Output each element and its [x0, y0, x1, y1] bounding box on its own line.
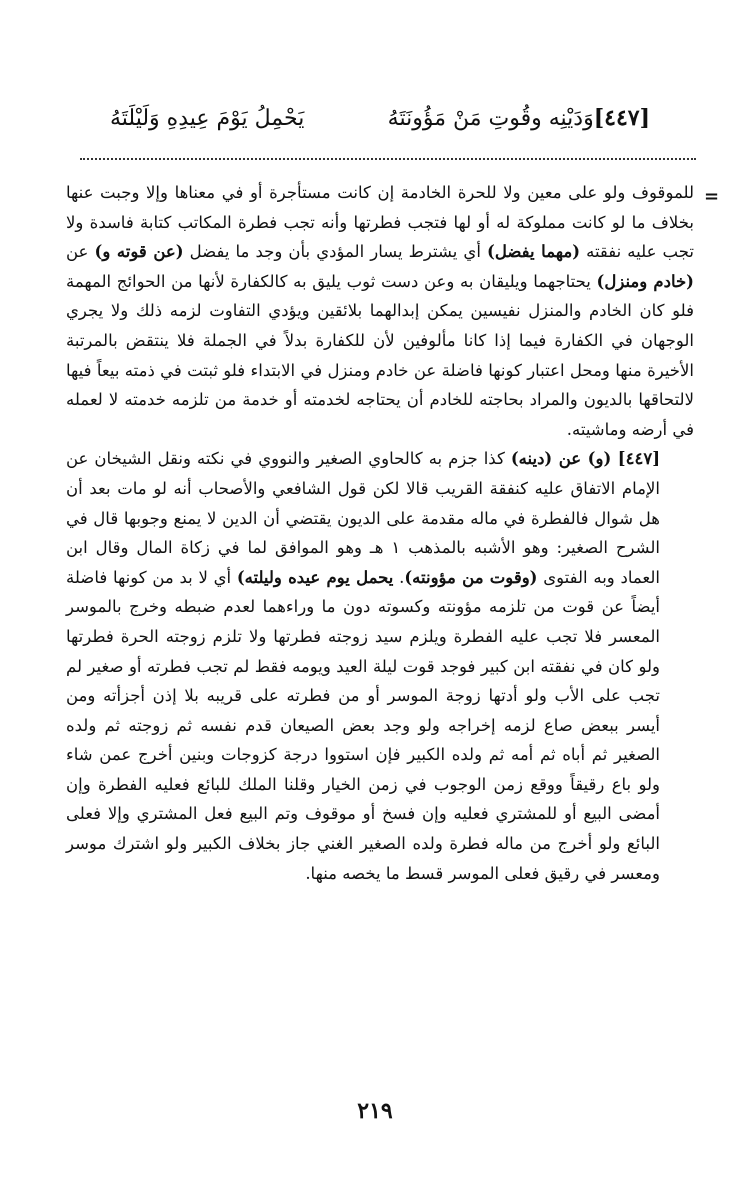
text-segment: يحتاجهما ويليقان به وعن دست ثوب يليق به كالكفارة لأنها من الحوائج المهمة فلو كان الخادم والمنزل نفيسين يمكن إبدالهما بلائقين ويؤدي التفاوت لزمه ذلك ولا يجري الوجهان في الكفارة فيما إذا كانا مألوفين لأن للكفارة بدلاً في الجملة فلا ينتقض بالمرتبة الأخيرة منها ومحل اعتبار كونها فاضلة عن خادم ومنزل في الابتداء فلو ثبتت في ذمته بيعاً فيها لالتحاقها بالديون والمراد بحاجته للخادم أن يحتاجه لخدمته أو خدمة من تلزمه خدمته لا لعمله في أرضه وماشيته. [66, 271, 694, 439]
text-segment: أي يشترط يسار المؤدي بأن وجد ما يفضل [183, 242, 488, 262]
verse-header [110, 96, 650, 140]
text-segment: . [393, 567, 405, 587]
text-segment-bold: [٤٤٧] (و) عن (دينه) [510, 449, 660, 469]
dotted-separator [80, 158, 696, 160]
verse-hemistich-right: وَدَيْنِه وقُوتِ مَنْ مَؤُونَتَهُ [387, 105, 594, 131]
text-segment-bold: يحمل يوم عيده وليلته) [236, 567, 394, 587]
verse-hemistich-left: يَحْمِلُ يَوْمَ عِيدِهِ وَلَيْلَتَهُ [110, 105, 305, 131]
text-segment: للموقوف ولو على معين ولا للحرة الخادمة إن كانت مستأجرة أو في معناها وإلا وجبت عنها بخلاف ما لو كانت مملوكة له أو لها فتجب فطرتها وأنه تجب فطرة المكاتب كتابة فاسدة ولا تجب عليه نفقته [66, 183, 694, 262]
verse-number: [٤٤٧] [593, 105, 650, 131]
text-segment: عن [66, 242, 95, 262]
commentary-text [66, 178, 694, 888]
text-segment-bold: (مهما يفضل) [487, 242, 580, 262]
text-segment: أي لا بد من كونها فاضلة أيضاً عن قوت من تلزمه مؤونته وكسوته دون ما وراءهما لعدم ضبطه وخرج بالموسر المعسر فلا تجب عليه الفطرة ويلزم سيد زوجته فطرتها ولا تلزم زوجته الحرة فطرتها ولو كان في نفقته ابن كبير فوجد قوت ليلة العيد ويومه فقط لم تجب فطرته أو صغير لم تجب على الأب ولو أدتها زوجة الموسر أو من فطرته على قريبه بلا إذن أجزأته ومن أيسر ببعض صاع لزمه إخراجه ولو وجد بعض الصيعان قدم نفسه ثم زوجته ثم ولده الصغير ثم أباه ثم أمه ثم ولده الكبير فإن استووا درجة كزوجات وبنين أخرج عمن شاء ولو باع رقيقاً ووقع زمن الوجوب في زمن الخيار وقلنا الملك للبائع فعليه الفطرة وإن أمضى البيع أو للمشتري فعليه وإن فسخ أو موقوف وتم البيع فعل المشتري وإلا فعلى البائع ولو أخرج من ماله فطرة ولده الصغير الغني جاز بخلاف الكبير ولو اشترك موسر ومعسر في رقيق فعلى الموسر قسط ما يخصه منها. [66, 567, 660, 883]
text-segment-bold: (عن قوته و) [94, 242, 184, 262]
text-segment: كذا جزم به كالحاوي الصغير والنووي في نكته ونقل الشيخان عن الإمام الاتفاق عليه كنفقة القريب قالا لكن قول الشافعي والأصحاب أنه لو مات بعد أن هل شوال فالفطرة في ماله مقدمة على الديون يقتضي أن الدين لا يمنع وجوبها قال في الشرح الصغير: وهو الأشبه بالمذهب ١ هـ وهو الموافق لما في زكاة المال وقال ابن العماد وبه الفتوى [66, 449, 660, 587]
paragraph-1 [66, 178, 694, 444]
continuation-mark: = [704, 186, 720, 207]
text-segment-bold: (وقوت من مؤونته) [404, 567, 538, 587]
paragraph-2 [66, 444, 694, 888]
text-segment-bold: (خادم ومنزل) [596, 271, 694, 291]
page-number: ٢١٩ [357, 1098, 393, 1124]
